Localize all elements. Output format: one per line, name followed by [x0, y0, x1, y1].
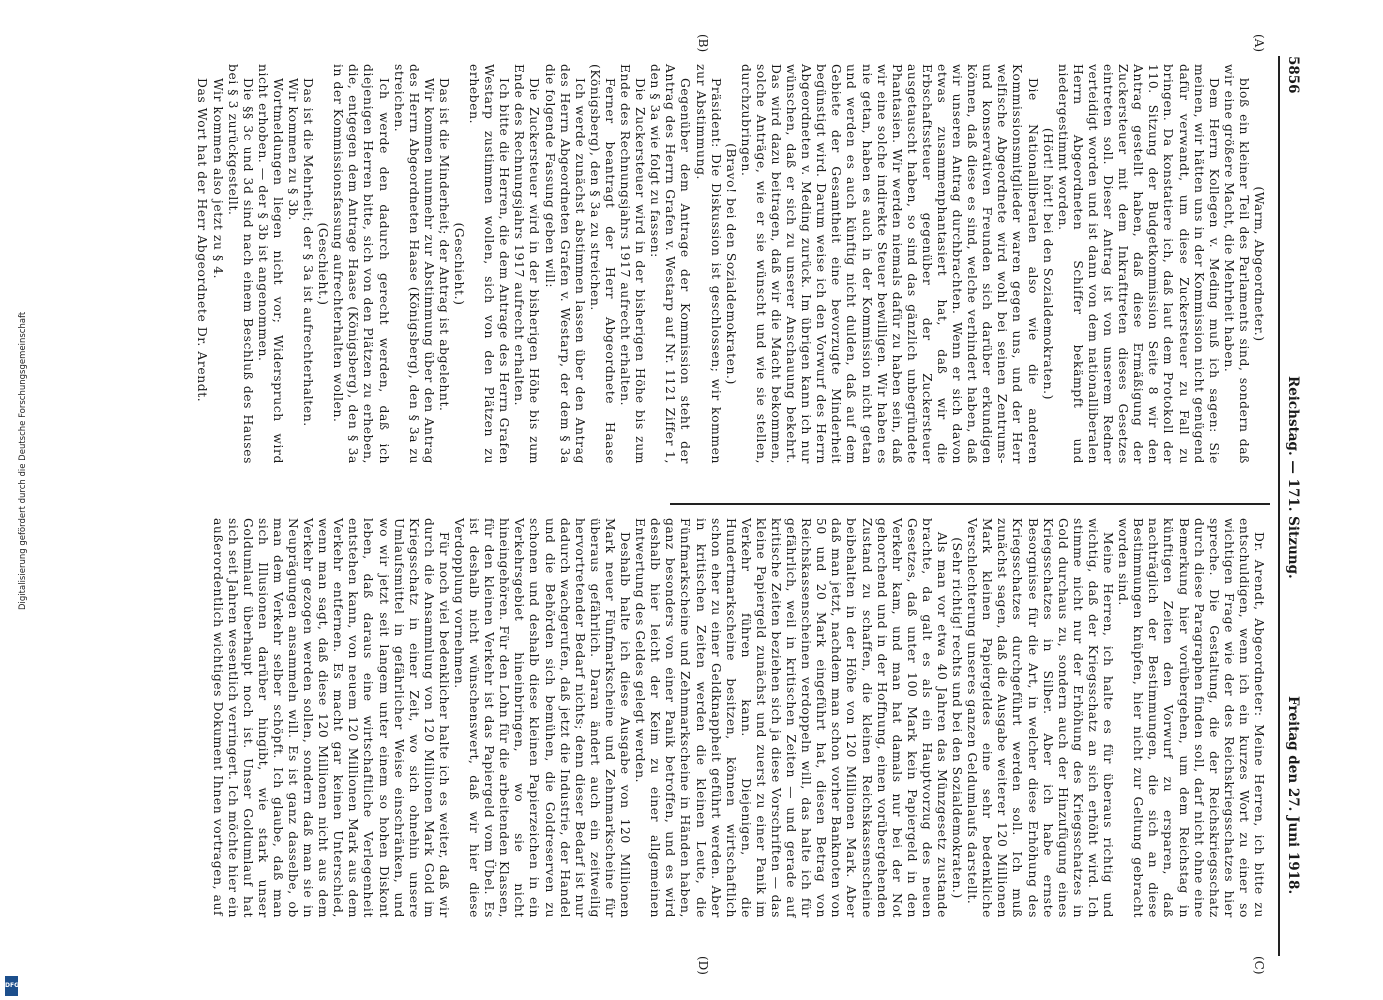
- paragraph: Meine Herren, ich halte es für überaus richtig und wichtig, daß der Kriegsschatz an sich erhöht wird. Ich stimme nicht nur der Erhöhung des Kriegsschatzes in Gold durchaus zu, sondern auch der Hinzufügung eines Kriegsschatzes in Silber. Aber ich habe ernste Besorgnisse für die Art, in welcher diese Erhöhung des Kriegsschatzes durchgeführt werden soll. Ich muß zunächst sagen, daß die Ausgabe weiterer 120 Millionen Mark kleinen Papiergeldes eine sehr bedenkliche Verschlechterung unseres ganzen Geldumlaufs darstellt.: [965, 518, 1116, 918]
- page-number: 5856: [1285, 56, 1301, 94]
- paragraph: Als man vor etwa 40 Jahren das Münzgesetz zustande brachte, da galt es als ein Hauptvorzug des neuen Gesetzes, daß unter 100 Mark kein Papiergeld in den Verkehr kam, und man hat damals nur bei der Not gehorchend und in der Hoffnung, einen vorübergehenden Zustand zu schaffen, die kleinen Reichskassenscheine beibehalten in der Höhe von 120 Millionen Mark. Aber daß man jetzt, nachdem man schon vorher Banknoten von 50 und 20 Mark eingeführt hat, diesen Betrag von Reichskassenscheinen verdoppeln will, das halte ich für gefährlich, weil in kritischen Zeiten — und gerade auf kritische Zeiten beziehen sich ja diese Vorschriften — das kleine Papiergeld zunächst und zuerst zu einer Panik im Verkehr führen kann. Diejenigen, die Hundertmarkscheine besitzen, können wirtschaftlich schon eher zu einer Geldknappheit geführt werden. Aber in kritischen Zeiten werden die kleinen Leute, die Fünfmarkscheine und Zehnmarkscheine in Händen haben, ganz besonders von einer Panik betroffen, und es wird deshalb hier leicht der Keim zu einer allgemeinen Entwertung des Geldes gelegt werden.: [633, 518, 950, 918]
- paragraph: Präsident: Die Diskussion ist geschlossen; wir kommen zur Abstimmung.: [693, 64, 723, 464]
- paragraph: (Geschieht.): [452, 222, 467, 306]
- attribution-text: Digitalisierung gefördert durch die Deutsche Forschungsgemeinschaft: [18, 311, 28, 610]
- paragraph: bloß ein kleiner Teil des Parlaments sind, sondern daß wir eine größere Macht, die Mehrheit haben.: [1221, 64, 1251, 464]
- paragraph: (Hört! hört! bei den Sozialdemokraten.): [1040, 127, 1055, 401]
- paragraph: Die Zuckersteuer wird in der bisherigen Höhe bis zum Ende des Rechnungsjahrs 1917 aufrecht erhalten.: [512, 64, 542, 464]
- header-date: Freitag den 27. Juni 1918.: [1285, 696, 1301, 895]
- paragraph: Das Wort hat der Herr Abgeordnete Dr. Arendt.: [195, 78, 210, 403]
- paragraph: Wir kommen zu § 3b.: [286, 78, 300, 221]
- paragraph: Wortmeldungen liegen nicht vor; Widerspruch wird nicht erhoben. — der § 3b ist angenommen.: [255, 64, 285, 464]
- paragraph: Wir kommen also jetzt zu § 4.: [210, 78, 225, 280]
- paragraph: Ich bitte die Herren, die dem Antrage des Herrn Grafen Westarp zustimmen wollen, sich von den Plätzen zu erheben.: [467, 64, 512, 464]
- margin-letter-d: (D): [696, 956, 710, 975]
- rotated-page-content: [60, 34, 1301, 975]
- paragraph: Ferner beantragt der Herr Abgeordnete Haase (Königsberg), den § 3a zu streichen.: [587, 64, 617, 464]
- header-rule: [1279, 56, 1281, 956]
- margin-letter-a: (A): [1252, 34, 1266, 53]
- paragraph: Für noch viel bedenklicher halte ich es weiter, daß wir durch die Ansammlung von 120 Millionen Mark Gold im Kriegsschatz in einer Zeit, wo sich ohnehin unsere Umlaufsmittel in gefährlicher Weise einschränken, und wo wir jetzt seit langem unter einem so hohen Diskont leben, daß daraus eine wirtschaftliche Verlegenheit entstehen kann, von neuem 120 Millionen Mark aus dem Verkehr entfernen. Es macht gar keinen Unterschied, wenn man sagt, daß diese 120 Millionen nicht aus dem Verkehr gezogen werden sollen, sondern daß man sie in Neuprägungen ansammeln will. Es ist ganz dasselbe, ob man dem Verkehr selber schöpft. Ich glaube, daß man sich Illusionen darüber hingibt, wie stark unser Goldumlauf überhaupt noch ist. Unser Goldumlauf hat sich seit Jahren wesentlich verringert. Ich möchte hier ein außerordentlich wichtiges Dokument Ihnen vortragen, auf: [210, 518, 451, 918]
- paragraph: (Bravo! bei den Sozialdemokraten.): [723, 143, 738, 385]
- paragraph: Das ist die Mehrheit; der § 3a ist aufrechterhalten.: [301, 78, 316, 427]
- paragraph: (Sehr richtig! rechts und bei den Sozialdemokraten.): [950, 537, 965, 899]
- column-divider: [670, 503, 1270, 505]
- paragraph: Die Zuckersteuer wird in der bisherigen Höhe bis zum Ende des Rechnungsjahrs 1917 aufrecht erhalten.: [618, 64, 648, 464]
- paragraph: Die Nationalliberalen also wie die anderen Kommissionsmitglieder waren gegen uns, und der Herr welfische Abgeordnete wird wohl bei seinen Zentrums- und konservativen Freunden sich darüber erkundigen können, daß diese es sind, welche verhindert haben, daß wir unseren Antrag durchbrachten. Wenn er sich davon etwas zusammenphantasiert hat, daß wir die Erbschaftssteuer gegenüber der Zuckersteuer ausgetauscht haben, so sind das gänzlich unbegründete Phantasien. Wir werden niemals dafür zu haben sein, daß wir eine solche indirekte Steuer bewilligen. Wir haben es nie getan, haben es auch in der Kommission nicht getan und werden es auch künftig nicht dulden, daß auf dem Gebiete der Gesamtheit eine bevorzugte Minderheit begünstigt wird. Darum weise ich den Vorwurf des Herrn Abgeordneten v. Meding zurück. Im übrigen kann ich nur wünschen, daß er sich zu unserer Anschauung bekehrt. Das wird dazu beitragen, daß wir die Macht bekommen, solche Anträge, wie er sie wünscht und wie sie stellen, durchzubringen.: [738, 64, 1040, 464]
- paragraph: Ich werde den dadurch gerecht werden, daß ich diejenigen Herren bitte, sich von den Plätzen zu erheben, die, entgegen dem Antrage Haase (Königsberg), den § 3a in der Kommissionsfassung aufrechterhalten wollen.: [331, 64, 391, 464]
- page-header: [1282, 56, 1300, 956]
- paragraph: (Warm, Abgeordneter.): [1252, 186, 1266, 342]
- paragraph: Dem Herrn Kollegen v. Meding muß ich sagen: Sie meinen, wir hätten uns in der Kommission nicht genügend dafür verwandt, um diese Zuckersteuer zu Fall zu bringen. Da konstatiere ich, daß laut dem Protokoll der 110. Sitzung der Budgetkommission Seite 8 wir den Antrag gestellt haben, daß diese Ermäßigung der Zuckersteuer mit dem Inkrafttreten dieses Gesetzes eintreten soll. Dieser Antrag ist von unserem Redner verteidigt worden und ist dann von dem nationalliberalen Herrn Abgeordneten Schiffer bekämpft und niedergestimmt worden.: [1055, 64, 1221, 464]
- margin-letter-b: (B): [696, 34, 710, 53]
- paragraph: Ich werde zunächst abstimmen lassen über den Antrag des Herrn Abgeordneten Grafen v. Westarp, der dem § 3a die folgende Fassung geben will:: [542, 64, 587, 464]
- paragraph: Dr. Arendt, Abgeordneter: Meine Herren, ich bitte zu entschuldigen, wenn ich ein kurzes Wort zu einer so wichtigen Frage wie der des Reichskriegsschatzes hier spreche. Die Gestaltung, die der Reichskriegsschatz durch diese Paragraphen finden soll, darf nicht ohne eine Bemerkung hier vorübergehen, um dem Reichstag in künftigen Zeiten den Vorwurf zu ersparen, daß nachträglich der Bestimmungen, die sich an diese Bestimmungen knüpfen, hier nicht zur Geltung gebracht worden sind.: [1116, 518, 1266, 918]
- paragraph: Die §§ 3c und 3d sind nach einem Beschluß des Hauses bei § 3 zurückgestellt.: [225, 64, 255, 464]
- paragraph: Deshalb halte ich diese Ausgabe von 120 Millionen Mark neuer Fünfmarkscheine und Zehnmarkscheine für überaus gefährlich. Daran ändert auch ein zeitweilig hervortretender Bedarf nichts; denn dieser Bedarf ist nur dadurch wachgerufen, daß jetzt die Industrie, der Handel und die Behörden sich bemühen, die Goldreserven zu schonen und deshalb diese kleinen Papierzeichen in ein Verkehrsgebiet hineinbringen, wo sie nicht hineingehören. Für den Lohn für die arbeitenden Klassen, für den kleinen Verkehr ist das Papiergeld vom Übel. Es ist deshalb nicht wünschenswert, daß wir hier diese Verdopplung vornehmen.: [452, 518, 633, 918]
- left-column: [194, 64, 1266, 464]
- paragraph: (Geschieht.): [316, 222, 331, 306]
- header-title: Reichstag. — 171. Sitzung.: [1285, 376, 1301, 579]
- digitization-footer: [2, 10, 28, 990]
- paragraph: Das ist die Minderheit; der Antrag ist abgelehnt.: [436, 78, 451, 412]
- right-column: [209, 518, 1266, 918]
- paragraph: Gegenüber dem Antrage der Kommission steht der Antrag des Herrn Grafen v. Westarp auf Nr. 1121 Ziffer 1, den § 3a wie folgt zu fassen:: [648, 64, 693, 464]
- margin-letter-c: (C): [1252, 956, 1266, 975]
- dfg-logo: DFG: [5, 976, 18, 996]
- paragraph: Wir kommen nunmehr zur Abstimmung über den Antrag des Herrn Abgeordneten Haase (Königsberg), den § 3a zu streichen.: [391, 64, 436, 464]
